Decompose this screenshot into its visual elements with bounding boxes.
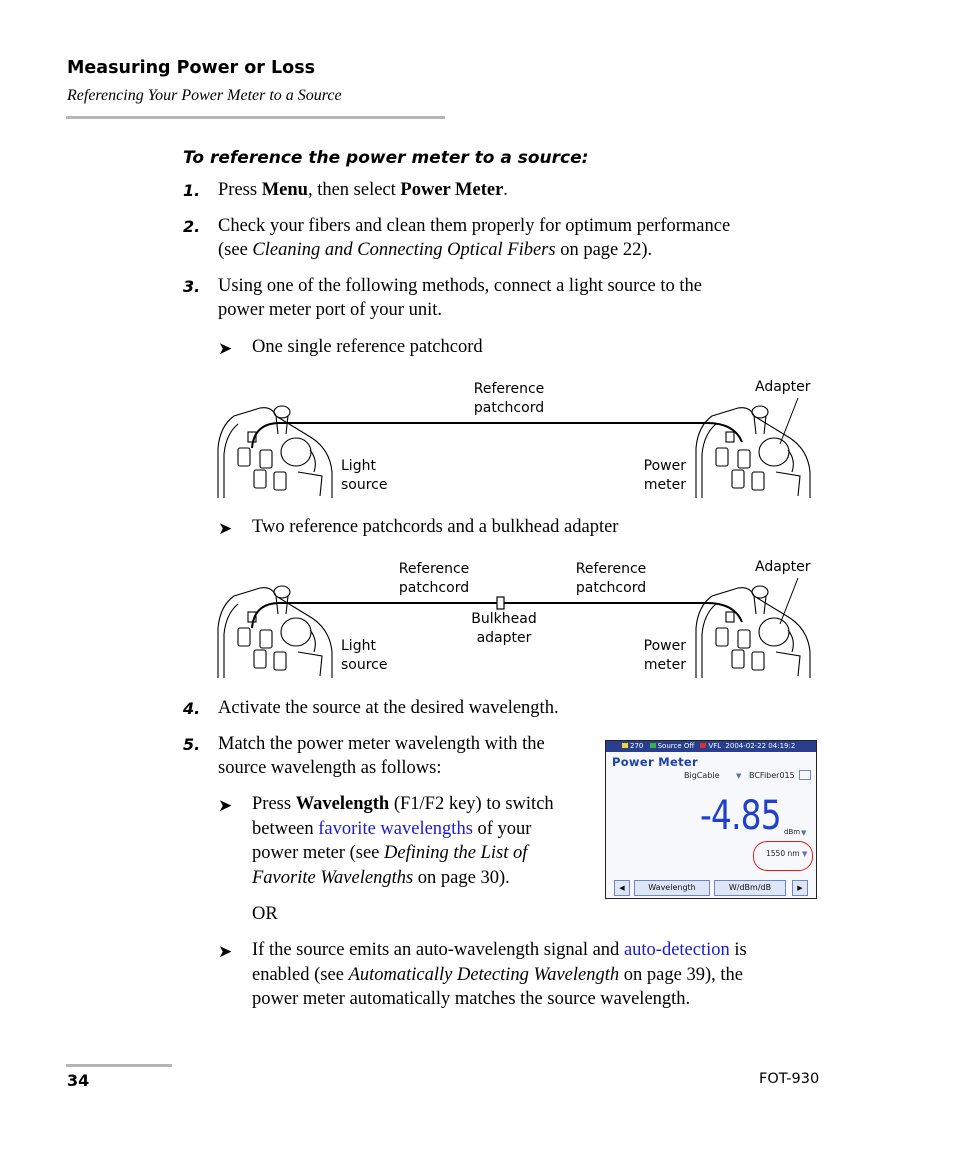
- status-vfl: VFL: [708, 742, 722, 750]
- diagram1-light-line-1: Light: [341, 458, 376, 474]
- power-meter-keyword: Power Meter: [400, 180, 504, 200]
- step-1-a: Press: [218, 180, 262, 200]
- step-3-line-2: power meter port of your unit.: [218, 300, 442, 320]
- step-1-e: .: [503, 180, 508, 200]
- step-1-c: , then select: [307, 180, 401, 200]
- diagram2-power-line-2: meter: [643, 657, 686, 673]
- diagram1-ref-line-1: Reference: [473, 381, 545, 397]
- auto-f: on page 39), the: [619, 964, 743, 985]
- step-2-c: on page 22).: [555, 240, 653, 260]
- or-separator: OR: [252, 904, 278, 924]
- bullet-wavelength-text: [252, 792, 602, 890]
- section-subtitle: Referencing Your Power Meter to a Source: [67, 87, 342, 104]
- wl-h: Defining the List of: [384, 843, 528, 863]
- page-number: 34: [67, 1071, 90, 1090]
- step-5-line-1: Match the power meter wavelength with the: [218, 734, 545, 754]
- bullet-arrow: ➤: [218, 339, 233, 358]
- wl-g: power meter (see: [252, 843, 385, 863]
- step-2-line-1: Check your fibers and clean them properly for optimum performance: [218, 216, 731, 236]
- status-battery: 270: [630, 742, 644, 750]
- procedure-title: To reference the power meter to a source:: [183, 148, 589, 168]
- step-2-line-2: [218, 238, 652, 263]
- bullet-arrow: ➤: [218, 519, 233, 538]
- step-number-3: 3.: [183, 277, 201, 296]
- unit-label: dBm: [784, 828, 801, 836]
- chevron-down-icon[interactable]: ▼: [802, 850, 808, 858]
- diagram2-light-source-label: [341, 637, 388, 675]
- power-meter-title: Power Meter: [612, 755, 698, 769]
- menu-keyword: Menu: [261, 180, 308, 200]
- scroll-right-button[interactable]: ▶: [792, 880, 808, 896]
- diagram2-ref-b-line-2: patchcord: [575, 580, 647, 596]
- diagram2-ref-b-line-1: Reference: [575, 561, 647, 577]
- step-number-4: 4.: [183, 699, 201, 718]
- wl-i: Favorite Wavelengths: [252, 867, 414, 888]
- diagram2-bulkhead-label: [462, 610, 546, 648]
- diagram1-power-meter-label: [640, 457, 686, 495]
- diagram2-reference-label-2: [562, 560, 660, 598]
- cable-name: BigCable: [684, 771, 720, 780]
- diagram2-power-meter-label: [640, 637, 686, 675]
- step-3-line-1: Using one of the following methods, connect a light source to the: [218, 276, 702, 296]
- favorite-wavelengths-link[interactable]: favorite wavelengths: [318, 818, 473, 839]
- wl-f: of your: [472, 818, 532, 839]
- diagram2-bulk-line-2: adapter: [476, 630, 532, 646]
- light-source-device: [218, 406, 332, 498]
- bullet-arrow: ➤: [218, 942, 233, 961]
- scroll-left-button[interactable]: ◀: [614, 880, 630, 896]
- reference-patchcord-1: [252, 603, 497, 628]
- wl-a: Press: [252, 794, 296, 814]
- wavelength-keyword: Wavelength: [295, 794, 390, 814]
- bullet-arrow: ➤: [218, 796, 233, 815]
- wl-d: between: [252, 818, 319, 839]
- diagram1-ref-line-2: patchcord: [473, 400, 545, 416]
- diagram2-ref-a-line-1: Reference: [398, 561, 470, 577]
- diagram2-light-line-1: Light: [341, 638, 376, 654]
- vfl-icon: [700, 743, 706, 748]
- keyboard-icon[interactable]: [799, 770, 811, 780]
- wavelength-value[interactable]: 1550 nm: [766, 849, 800, 858]
- power-value: -4.85: [700, 793, 781, 839]
- power-meter-device: [696, 406, 810, 498]
- cleaning-reference: Cleaning and Connecting Optical Fibers: [252, 240, 556, 260]
- diagram1-power-line-1: Power: [643, 458, 686, 474]
- wl-c: (F1/F2 key) to switch: [389, 794, 554, 814]
- step-1-text: [218, 178, 508, 203]
- section-title: Measuring Power or Loss: [67, 58, 316, 78]
- units-button[interactable]: W/dBm/dB: [714, 880, 786, 896]
- diagram1-reference-label: [460, 380, 558, 418]
- wl-j: on page 30).: [413, 867, 510, 888]
- header-rule: [66, 116, 445, 119]
- bullet-single-patchcord: One single reference patchcord: [252, 337, 483, 357]
- step-number-2: 2.: [183, 217, 201, 236]
- document-id: FOT-930: [759, 1071, 820, 1087]
- power-meter-screenshot: [605, 740, 817, 899]
- step-2-a: (see: [218, 240, 253, 260]
- battery-icon: [622, 743, 628, 748]
- source-icon: [650, 743, 656, 748]
- step-number-1: 1.: [183, 181, 201, 200]
- chevron-down-icon[interactable]: ▼: [736, 772, 742, 780]
- diagram2-bulk-line-1: Bulkhead: [471, 611, 537, 627]
- diagram1-adapter-label: Adapter: [755, 379, 811, 395]
- auto-d: enabled (see: [252, 964, 349, 985]
- chevron-down-icon[interactable]: ▼: [801, 829, 807, 837]
- auto-a: If the source emits an auto-wavelength signal and: [252, 940, 624, 960]
- diagram2-reference-label-1: [385, 560, 483, 598]
- auto-g: power meter automatically matches the source wavelength.: [252, 989, 691, 1009]
- bullet-auto-text: [252, 938, 852, 1012]
- reference-patchcord: [252, 423, 742, 448]
- footer-rule: [66, 1064, 172, 1067]
- diagram2-power-line-1: Power: [643, 638, 686, 654]
- step-4-text: Activate the source at the desired wavelength.: [218, 698, 559, 718]
- diagram2-ref-a-line-2: patchcord: [398, 580, 470, 596]
- wavelength-button[interactable]: Wavelength: [634, 880, 710, 896]
- diagram1-light-line-2: source: [341, 477, 388, 493]
- diagram1-power-line-2: meter: [643, 477, 686, 493]
- bullet-two-patchcords: Two reference patchcords and a bulkhead adapter: [252, 517, 619, 537]
- power-meter-device: [696, 586, 810, 678]
- bulkhead-adapter: [497, 597, 504, 609]
- auto-c: is: [729, 940, 747, 960]
- diagram1-light-source-label: [341, 457, 388, 495]
- step-5-line-2: source wavelength as follows:: [218, 758, 442, 778]
- auto-detection-link[interactable]: auto-detection: [623, 940, 730, 960]
- auto-e: Automatically Detecting Wavelength: [348, 964, 620, 985]
- step-number-5: 5.: [183, 735, 201, 754]
- status-bar: [606, 741, 816, 752]
- diagram2-light-line-2: source: [341, 657, 388, 673]
- diagram2-adapter-label: Adapter: [755, 559, 811, 575]
- light-source-device: [218, 586, 332, 678]
- status-datetime: 2004-02-22 04:19:2: [725, 742, 796, 750]
- fiber-name: BCFiber015: [749, 771, 795, 780]
- status-source: Source Off: [657, 742, 695, 750]
